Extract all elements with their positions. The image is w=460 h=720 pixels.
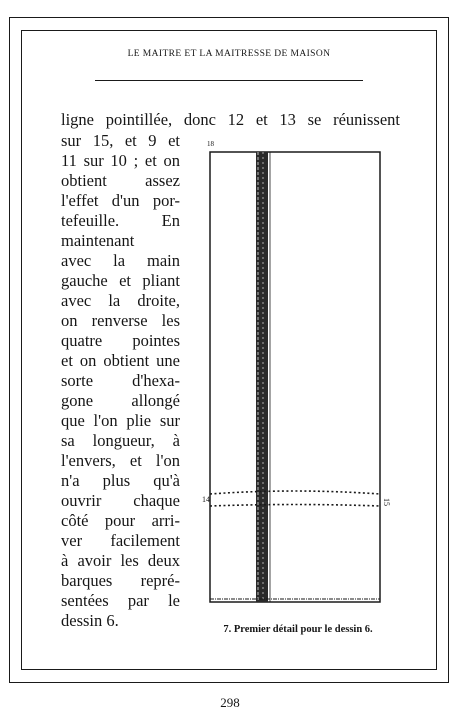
text-line: quatre pointes: [61, 331, 180, 350]
text-line: ver facilement: [61, 531, 180, 550]
text-line: obtient assez: [61, 171, 180, 190]
text-line: n'a plus qu'à: [61, 471, 180, 490]
text-line: ouvrir chaque: [61, 491, 180, 510]
text-line: sa longueur, à: [61, 431, 180, 450]
text-line: sentées par le: [61, 591, 180, 610]
text-line: gauche et pliant: [61, 271, 180, 290]
paper-outline: [210, 152, 380, 602]
text-line: dessin 6.: [61, 611, 119, 630]
edge-number-right: 15: [382, 498, 391, 506]
dotted-fold-line: [210, 491, 380, 494]
edge-number-left: 14: [202, 495, 210, 504]
figure-corner-number: 18: [207, 140, 214, 148]
text-line: maintenant: [61, 231, 135, 250]
text-line: et on obtient une: [61, 351, 180, 370]
dotted-fold-line: [210, 505, 380, 507]
header-rule: [95, 80, 363, 81]
text-line: l'envers, et l'on: [61, 451, 180, 470]
text-line: que l'on plie sur: [61, 411, 180, 430]
text-line: on renverse les: [61, 311, 180, 330]
text-line: à avoir les deux: [61, 551, 180, 570]
text-line: gone allongé: [61, 391, 180, 410]
text-line: ligne pointillée, donc 12 et 13 se réunissent: [61, 110, 400, 129]
text-line: sorte d'hexa-: [61, 371, 180, 390]
text-line: avec la main: [61, 251, 180, 270]
text-line: avec la droite,: [61, 291, 180, 310]
fold-diagram: [198, 138, 396, 610]
text-line: tefeuille. En: [61, 211, 180, 230]
text-line: côté pour arri-: [61, 511, 180, 530]
text-line: barques repré-: [61, 571, 180, 590]
figure-caption: 7. Premier détail pour le dessin 6.: [223, 624, 373, 635]
running-title: LE MAITRE ET LA MAITRESSE DE MAISON: [127, 49, 331, 59]
page-number: 298: [220, 695, 240, 710]
text-line: sur 15, et 9 et: [61, 131, 180, 150]
text-line: l'effet d'un por-: [61, 191, 180, 210]
text-line: 11 sur 10 ; et on: [61, 151, 180, 170]
